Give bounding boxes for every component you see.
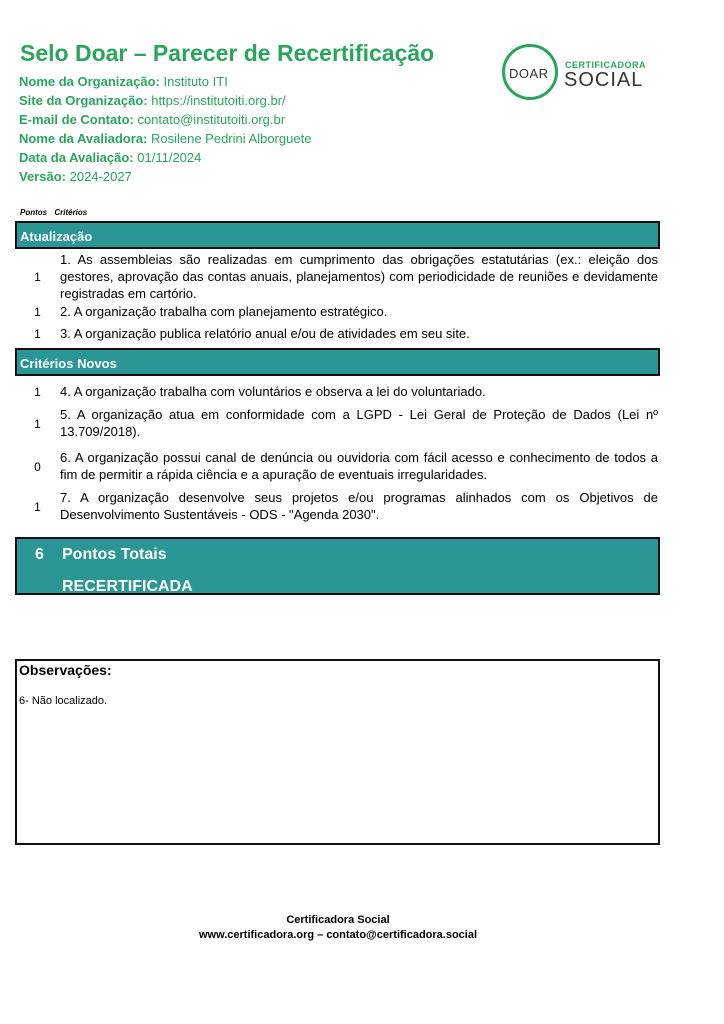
criterion-text: 6. A organização possui canal de denúncia ou ouvidoria com fácil acesso e conhecimento de todos a fim de permitir a rápida ciência e a apuração de eventuais irregularidades. — [60, 450, 658, 482]
total-points-value: 6 — [35, 546, 44, 563]
info-row-site — [19, 91, 311, 110]
criterion-text: 4. A organização trabalha com voluntários e observa a lei do voluntariado. — [60, 384, 486, 399]
criterion-points: 0 — [34, 460, 41, 474]
criterion-text: 7. A organização desenvolve seus projetos e/ou programas alinhados com os Objetivos de Desenvolvimento Sustentáveis - ODS - "Agenda 2030". — [60, 490, 658, 522]
criterion-row — [15, 303, 660, 321]
certificadora-social-logo — [502, 44, 662, 106]
criterion-points: 1 — [34, 305, 41, 319]
criterion-row — [15, 251, 660, 302]
criterion-text: 1. As assembleias são realizadas em cumprimento das obrigações estatutárias (ex.: eleição dos gestores, aprovação das contas anuais, planejamentos) com periodicidade de reuniões e devidamente registradas em cartório. — [60, 252, 658, 301]
section-header-atualizacao: Atualização — [15, 221, 660, 249]
criteria-column-header: Critérios — [54, 208, 88, 217]
criterion-row — [15, 489, 660, 523]
criterion-row — [15, 325, 660, 343]
footer — [0, 913, 676, 943]
info-label: Nome da Avaliadora: — [19, 131, 148, 146]
info-label: E-mail de Contato: — [19, 112, 134, 127]
info-row-version — [19, 167, 311, 186]
section-header-criterios-novos: Critérios Novos — [15, 348, 660, 376]
info-value: https://institutoiti.org.br/ — [151, 93, 286, 108]
criterion-row — [15, 406, 660, 440]
criterion-points: 1 — [34, 417, 41, 431]
logo-social-text: SOCIAL — [564, 69, 644, 91]
info-label: Nome da Organização: — [19, 74, 160, 89]
info-row-organization — [19, 72, 311, 91]
criterion-points: 1 — [34, 270, 41, 284]
points-column-header: Pontos — [20, 208, 48, 217]
info-value: Instituto ITI — [163, 74, 228, 89]
info-value: Rosilene Pedrini Alborguete — [150, 131, 312, 146]
observations-title: Observações: — [19, 662, 112, 678]
info-value: 2024-2027 — [69, 169, 132, 184]
criterion-row — [15, 449, 660, 483]
info-label: Site da Organização: — [19, 93, 148, 108]
criterion-text: 3. A organização publica relatório anual e/ou de atividades em seu site. — [60, 326, 470, 341]
criterion-points: 1 — [34, 327, 41, 341]
info-value: contato@institutoiti.org.br — [137, 112, 286, 127]
observations-text: 6- Não localizado. — [19, 695, 108, 707]
organization-info — [19, 72, 311, 186]
criterion-points: 1 — [34, 385, 41, 399]
criterion-row — [15, 383, 660, 401]
criterion-text: 5. A organização atua em conformidade com a LGPD - Lei Geral de Proteção de Dados (Lei nº 13.709/2018). — [60, 407, 658, 439]
logo-certificadora-text: CERTIFICADORA — [565, 60, 646, 70]
criterion-points: 1 — [34, 500, 41, 514]
info-row-email — [19, 110, 311, 129]
footer-company: Certificadora Social — [286, 914, 390, 926]
info-value: 01/11/2024 — [137, 150, 202, 165]
certification-status: RECERTIFICADA — [62, 578, 193, 595]
total-points-box — [15, 537, 660, 595]
info-label: Versão: — [19, 169, 66, 184]
page-title: Selo Doar – Parecer de Recertificação — [20, 40, 435, 66]
info-label: Data da Avaliação: — [19, 150, 134, 165]
footer-contact: www.certificadora.org – contato@certificadora.social — [198, 929, 478, 941]
column-headers — [20, 208, 92, 217]
info-row-evaluator — [19, 129, 311, 148]
info-row-date — [19, 148, 311, 167]
total-points-label: Pontos Totais — [62, 546, 167, 563]
criterion-text: 2. A organização trabalha com planejamento estratégico. — [60, 304, 388, 319]
observations-box — [15, 659, 660, 845]
logo-doar-text: DOAR — [509, 66, 549, 81]
